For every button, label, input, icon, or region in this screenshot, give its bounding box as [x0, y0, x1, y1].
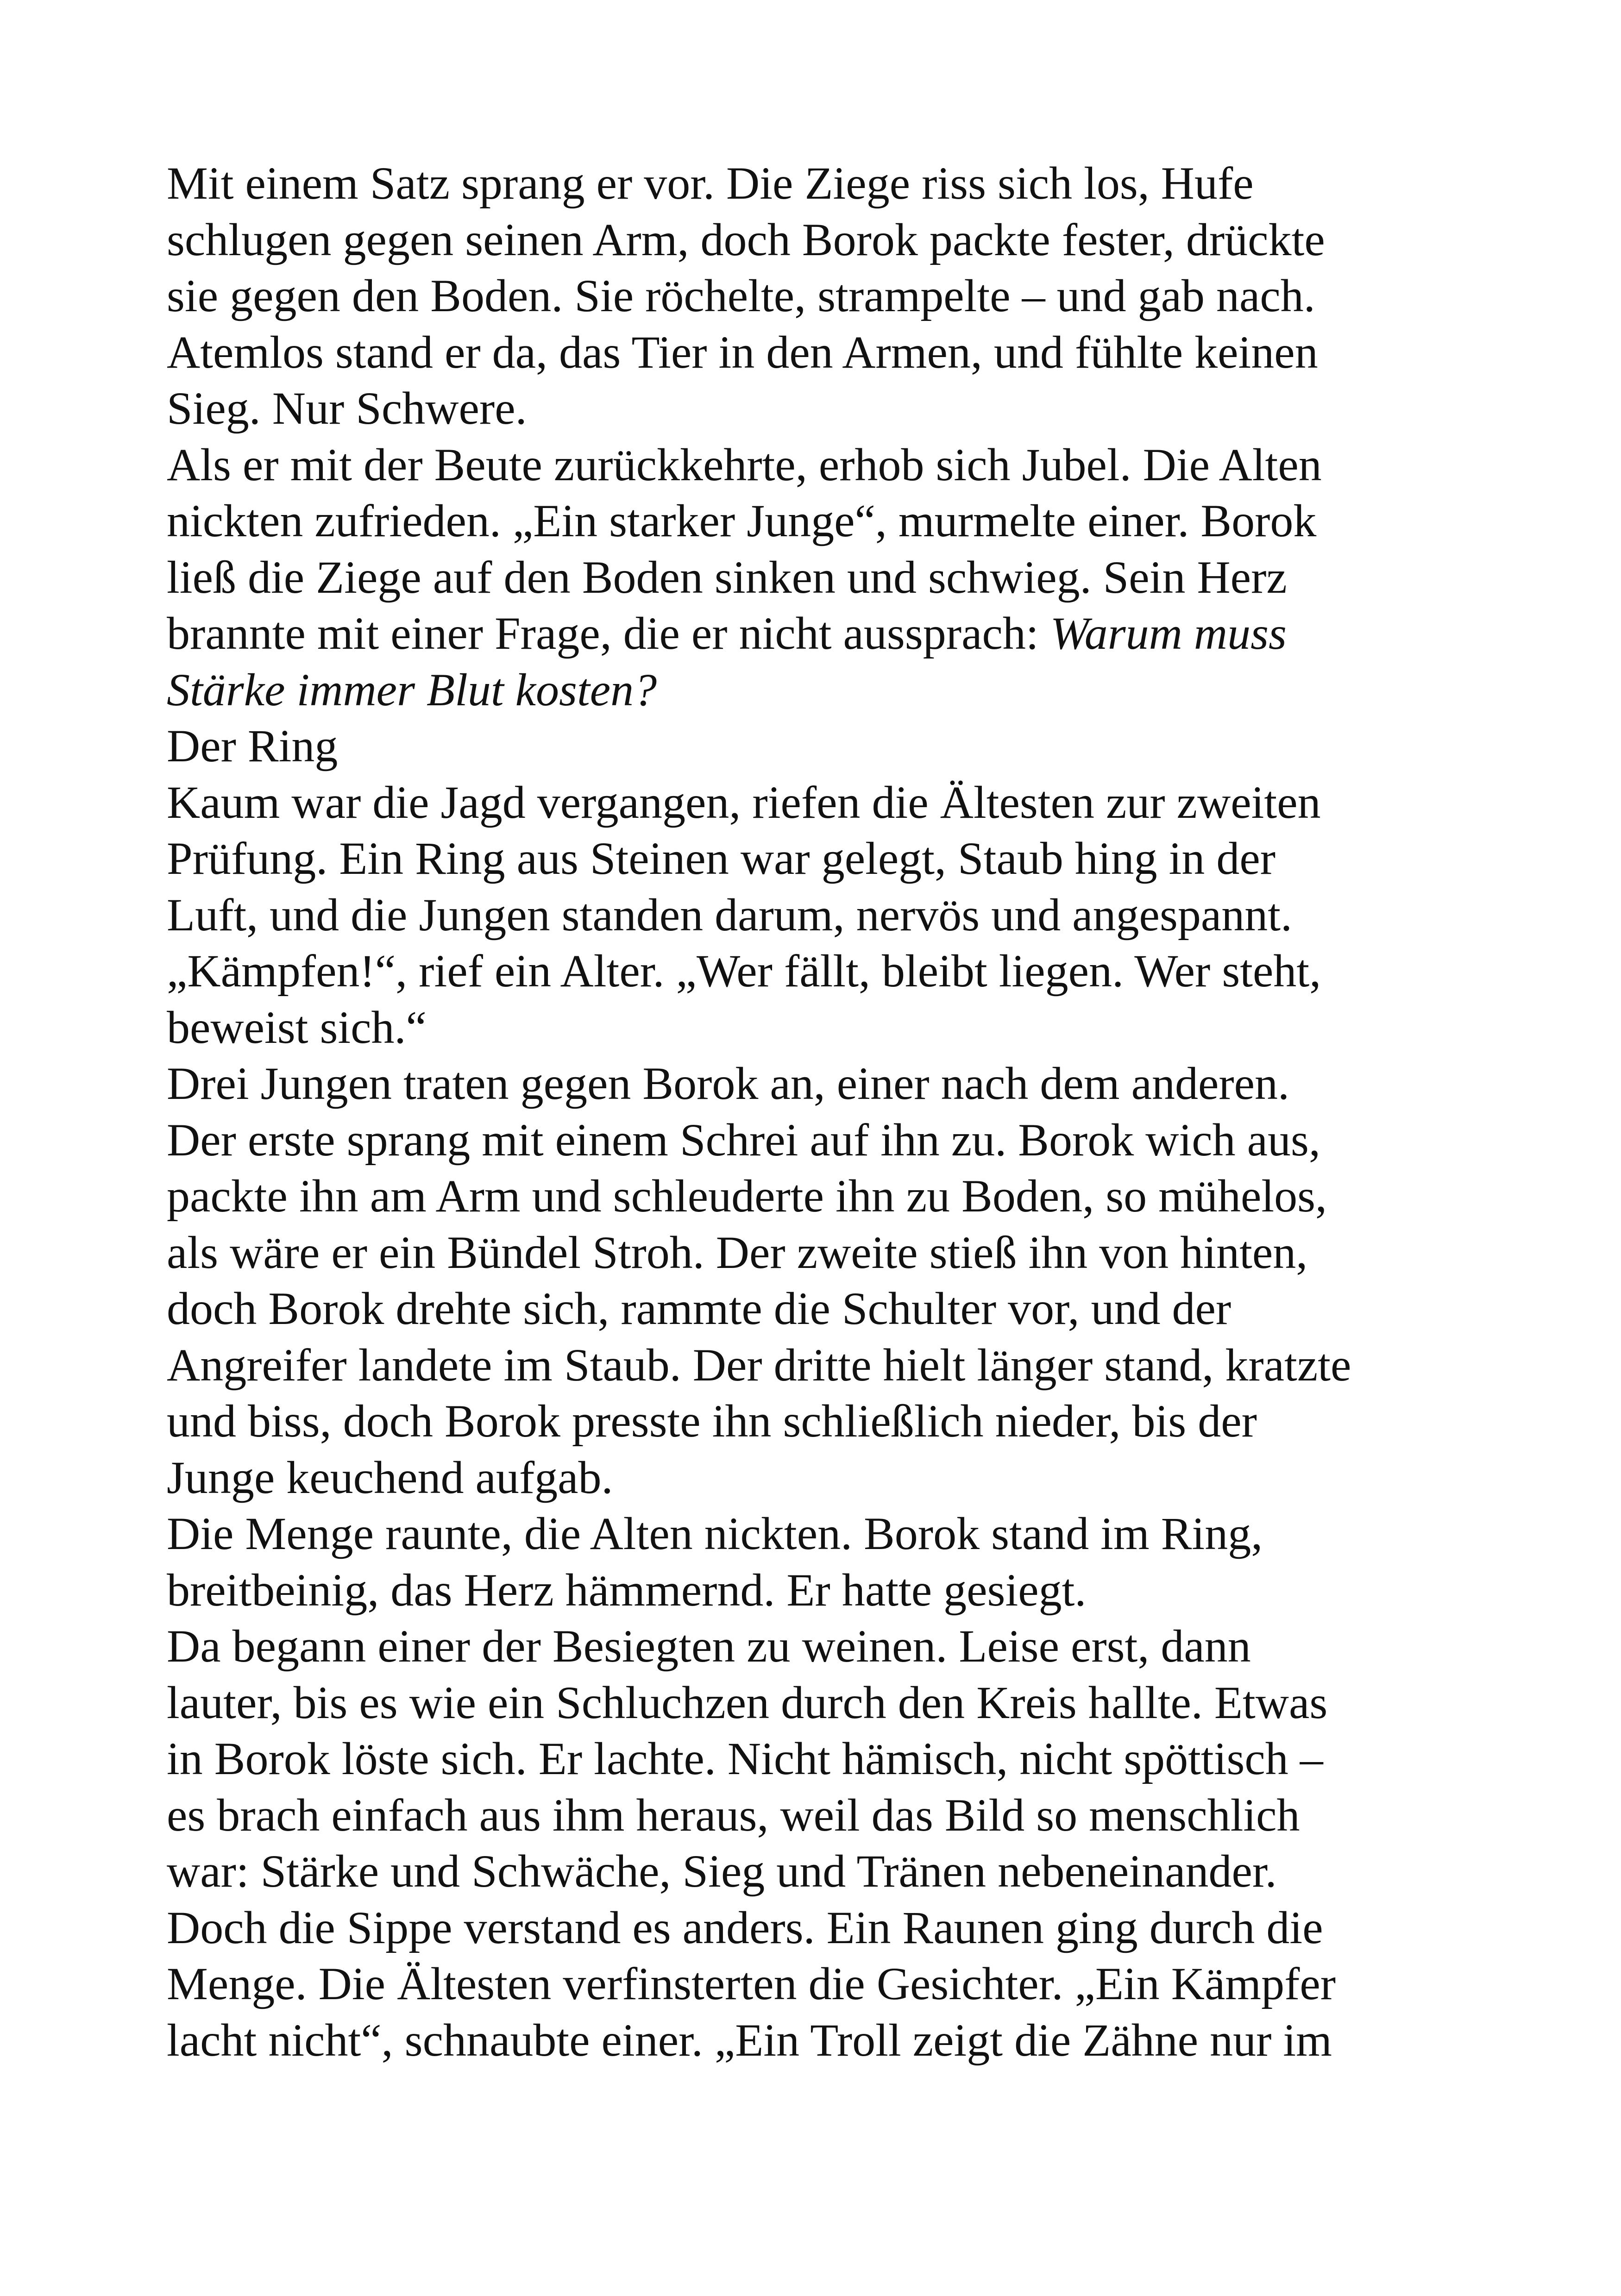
text-line: Angreifer landete im Staub. Der dritte hielt länger stand, kratzte — [167, 1339, 1351, 1391]
text-line: „Kämpfen!“, rief ein Alter. „Wer fällt, bleibt liegen. Wer steht, — [167, 945, 1321, 997]
italic-question: Stärke immer Blut kosten? — [167, 664, 657, 715]
text-line: und biss, doch Borok presste ihn schließlich nieder, bis der — [167, 1395, 1257, 1447]
text-line: Menge. Die Ältesten verfinsterten die Gesichter. „Ein Kämpfer — [167, 1958, 1336, 2009]
text-line: ließ die Ziege auf den Boden sinken und schwieg. Sein Herz — [167, 551, 1287, 603]
text-line: breitbeinig, das Herz hämmernd. Er hatte gesiegt. — [167, 1564, 1087, 1616]
text-line: Junge keuchend aufgab. — [167, 1451, 613, 1503]
text-line: Da begann einer der Besiegten zu weinen. Leise erst, dann — [167, 1620, 1251, 1672]
text-line: Sieg. Nur Schwere. — [167, 383, 527, 434]
text-line: nickten zufrieden. „Ein starker Junge“, murmelte einer. Borok — [167, 495, 1317, 546]
text-line: es brach einfach aus ihm heraus, weil das Bild so menschlich — [167, 1789, 1300, 1841]
text-line: beweist sich.“ — [167, 1001, 427, 1053]
text-line: Prüfung. Ein Ring aus Steinen war gelegt, Staub hing in der — [167, 833, 1276, 884]
text-line: war: Stärke und Schwäche, Sieg und Tränen nebeneinander. — [167, 1845, 1277, 1897]
text-line: packte ihn am Arm und schleuderte ihn zu Boden, so mühelos, — [167, 1170, 1327, 1222]
section-heading: Der Ring — [167, 720, 338, 772]
text-line: Luft, und die Jungen standen darum, nervös und angespannt. — [167, 889, 1293, 941]
text-line: brannte mit einer Frage, die er nicht aussprach: Warum muss — [167, 608, 1287, 659]
document-page — [167, 155, 1491, 2068]
text-line: Atemlos stand er da, das Tier in den Armen, und fühlte keinen — [167, 326, 1318, 378]
text-line: als wäre er ein Bündel Stroh. Der zweite stieß ihn von hinten, — [167, 1226, 1308, 1278]
text-line — [167, 662, 1491, 718]
italic-question: Warum muss — [1050, 608, 1287, 659]
text-line: Die Menge raunte, die Alten nickten. Borok stand im Ring, — [167, 1508, 1263, 1559]
text-line: Mit einem Satz sprang er vor. Die Ziege riss sich los, Hufe — [167, 157, 1254, 209]
text-line: Kaum war die Jagd vergangen, riefen die Ältesten zur zweiten — [167, 776, 1321, 828]
text-line: schlugen gegen seinen Arm, doch Borok packte fester, drückte — [167, 213, 1325, 265]
text-line: sie gegen den Boden. Sie röchelte, strampelte – und gab nach. — [167, 270, 1315, 321]
text-line: lacht nicht“, schnaubte einer. „Ein Troll zeigt die Zähne nur im — [167, 2014, 1332, 2066]
text-line: Als er mit der Beute zurückkehrte, erhob sich Jubel. Die Alten — [167, 439, 1322, 490]
text-line: Der erste sprang mit einem Schrei auf ihn zu. Borok wich aus, — [167, 1114, 1320, 1166]
text-line: lauter, bis es wie ein Schluchzen durch den Kreis hallte. Etwas — [167, 1676, 1328, 1728]
text-line: in Borok löste sich. Er lachte. Nicht hämisch, nicht spöttisch – — [167, 1733, 1323, 1784]
text-line: Drei Jungen traten gegen Borok an, einer nach dem anderen. — [167, 1058, 1290, 1109]
text-line: doch Borok drehte sich, rammte die Schulter vor, und der — [167, 1283, 1231, 1334]
text-line: Doch die Sippe verstand es anders. Ein Raunen ging durch die — [167, 1901, 1323, 1953]
